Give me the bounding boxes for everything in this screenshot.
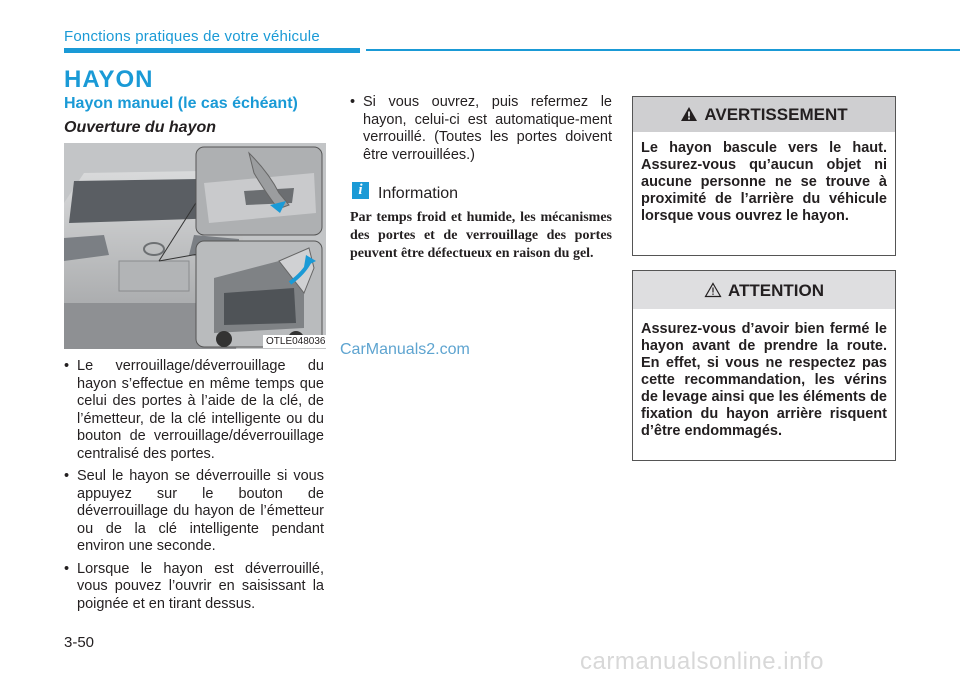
warning-text: Le hayon bascule vers le haut. Assurez-vous qu’aucun objet ni aucune personne ne se trouve à proximité de l’arrière du véhicule lorsque vous ouvrez le hayon.: [641, 140, 887, 224]
list-item: • Le verrouillage/déverrouillage du hayon s’effectue en même temps que celui des portes à l’aide de la clé, de l’émetteur, de la clé intelligente ou du bouton de verrouillage/déverrouillage centralisé des portes.: [64, 358, 324, 463]
tailgate-illustration: [64, 143, 326, 349]
watermark-link[interactable]: CarManuals2.com: [340, 341, 470, 358]
attention-title: ATTENTION: [727, 281, 824, 300]
subsection-title: Hayon manuel (le cas échéant): [64, 95, 298, 112]
warning-title: AVERTISSEMENT: [704, 105, 848, 124]
list-item: • Seul le hayon se déverrouille si vous appuyez sur le bouton de déverrouillage du hayon de l’émetteur ou de la clé intelligente pendant environ une seconde.: [64, 468, 324, 556]
caution-triangle-icon: [704, 282, 722, 298]
attention-box: [632, 270, 896, 461]
bullet-list-middle: [350, 94, 612, 169]
attention-text: Assurez-vous d’avoir bien fermé le hayon avant de prendre la route. En effet, si vous ne respectez pas cette recommandation, les vérins de levage ainsi que les éléments de fixation du hayon arrière risquent d’être endommagés.: [641, 321, 887, 439]
header-rule-thick: [64, 48, 360, 53]
list-item: • Lorsque le hayon est déverrouillé, vous pouvez l’ouvrir en saisissant la poignée et en tirant dessus.: [64, 561, 324, 614]
header-rule-thin: [366, 49, 960, 51]
footer-watermark: carmanualsonline.info: [580, 648, 824, 675]
subsubsection-title: Ouverture du hayon: [64, 119, 217, 136]
figure-code: OTLE048036: [263, 335, 329, 348]
chapter-header: Fonctions pratiques de votre véhicule: [64, 28, 320, 45]
page-number: 3-50: [64, 634, 95, 651]
warning-triangle-icon: [680, 106, 698, 122]
info-icon: i: [352, 182, 369, 199]
information-text: Par temps froid et humide, les mécanismes des portes et de verrouillage des portes peuvent être défectueux en raison du gel.: [350, 210, 612, 261]
warning-box: [632, 96, 896, 256]
warning-header: [633, 97, 895, 132]
attention-header: [633, 271, 895, 309]
suv-rear-drawing: [64, 143, 326, 349]
section-title: HAYON: [64, 66, 154, 93]
information-title: Information: [378, 185, 459, 202]
bullet-list-left: [64, 358, 324, 618]
list-item: • Si vous ouvrez, puis refermez le hayon, celui-ci est automatique-ment verrouillé. (Toutes les portes doivent être verrouillées.): [350, 94, 612, 164]
